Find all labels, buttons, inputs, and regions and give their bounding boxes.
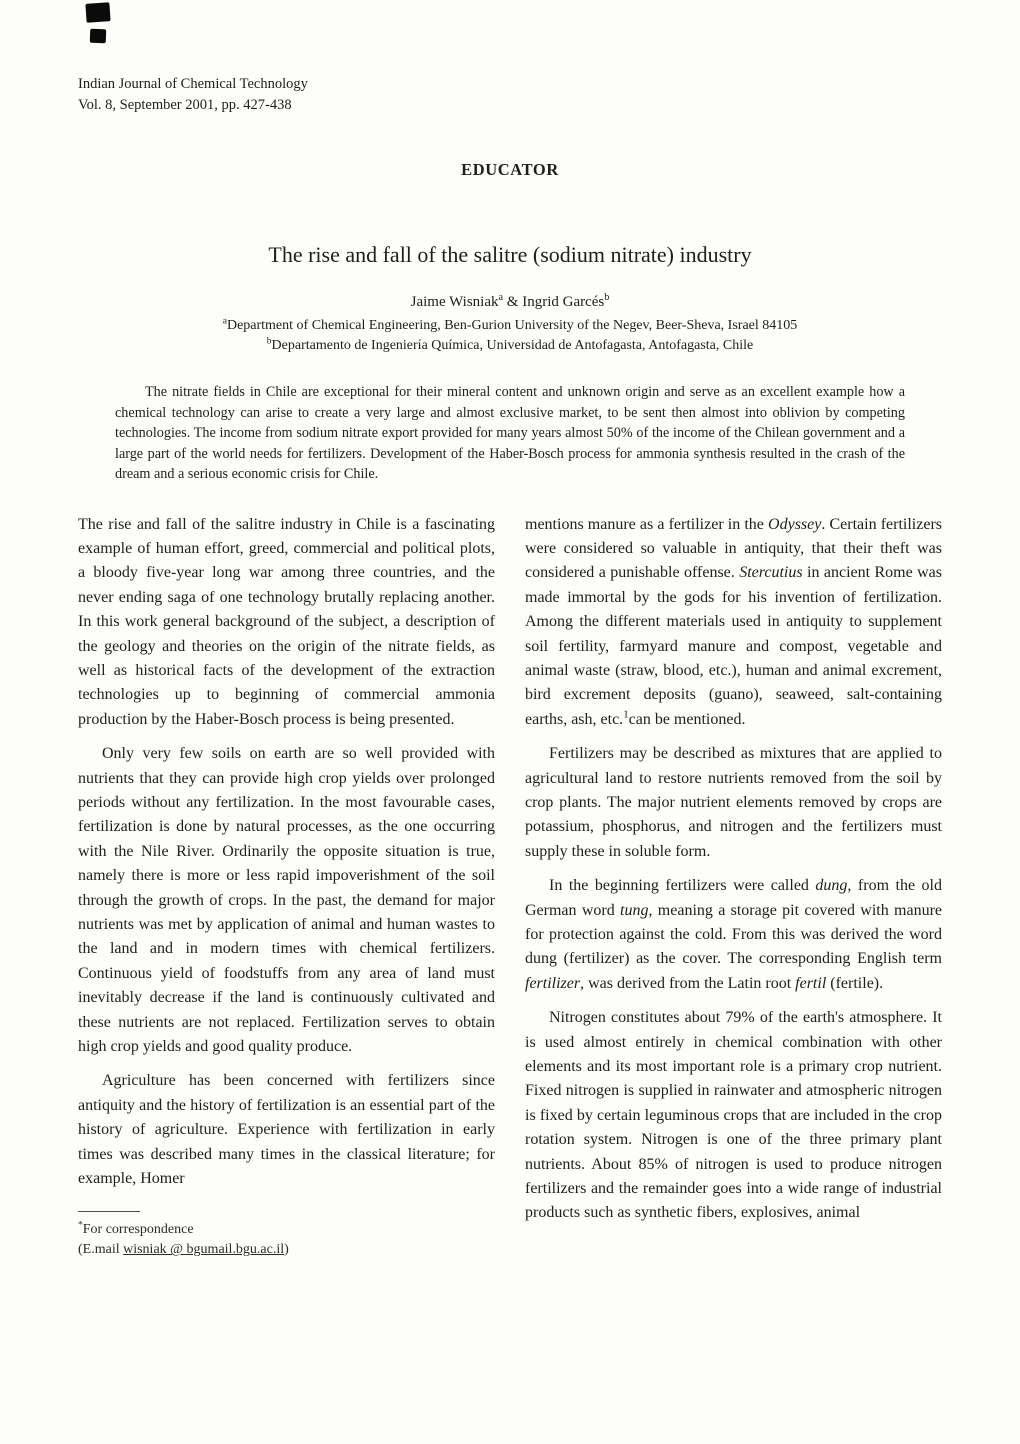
abstract-text: The nitrate fields in Chile are exceptional for their mineral content and unknown origin and serve as an excellent example how a chemical technology can arise to create a very large and almost exclusive market, to be sent then almost into oblivion by competing technologies. The income from sodium nitrate export provided for many years almost 50% of the income of the Chilean government and a large part of the world needs for fertilizers. Development of the Haber-Bosch process for ammonia synthesis resulted in the crash of the dream and a serious economic crisis for Chile. [115,384,905,482]
paragraph: mentions manure as a fertilizer in the Odyssey. Certain fertilizers were considered so valuable in antiquity, that their theft was considered a punishable offense. Stercutius in ancient Rome was made immortal by the gods for his invention of fertilization. Among the different materials used in antiquity to supplement soil fertility, farmyard manure and compost, vegetable and animal waste (straw, blood, etc.), human and animal excrement, bird excrement deposits (guano), seaweed, salt-containing earths, ash, etc.$^1$can be mentioned. [525,515,943,728]
affiliation-line: $^b$Departamento de Ingeniería Química, Universidad de Antofagasta, Antofagasta, Chile [266,336,754,353]
right-column [525,513,942,1261]
article-title: The rise and fall of the salitre (sodium nitrate) industry [268,242,752,267]
paragraph: Nitrogen constitutes about 79% of the earth's atmosphere. It is used almost entirely in chemical combination with other elements and its most important role is a primary crop nutrient. Fixed nitrogen is supplied in rainwater and atmospheric nitrogen is fixed by certain leguminous crops that are included in the crop rotation system. Nitrogen is one of the three primary plant nutrients. About 85% of nitrogen is used to produce nitrogen fertilizers and the remainder goes into a wide range of industrial products such as synthetic fibers, explosives, animal [525,1009,942,1222]
affiliation-line: $^a$Department of Chemical Engineering, Ben-Gurion University of the Negev, Beer-Sheva, Israel 84105 [222,316,798,333]
paragraph: The rise and fall of the salitre industry in Chile is a fascinating example of human effort, greed, commercial and political plots, a bloody five-year long war among three countries, and the never ending saga of one technology brutally replacing another. In this work general background of the subject, a description of the geology and theories on the origin of the nitrate fields, as well as historical facts of the development of the extraction technologies up to beginning of commercial ammonia production by the Haber-Bosch process is being presented. [78,515,495,728]
paragraph: Fertilizers may be described as mixtures that are applied to agricultural land to restore nutrients removed from the soil by crop plants. The major nutrient elements removed by crops are potassium, phosphorus, and nitrogen and the fertilizers must supply these in soluble form. [525,745,942,860]
affiliations [78,316,942,356]
left-column [78,513,495,1261]
footnote-rule [78,1211,140,1212]
journal-name: Indian Journal of Chemical Technology [78,76,308,92]
journal-header [78,74,942,116]
paragraph: In the beginning fertilizers were called dung, from the old German word tung, meaning a storage pit covered with manure for protection against the cold. From this was derived the word dung (fertilizer) as the cover. The corresponding English term fertilizer, was derived from the Latin root fertil (fertile). [525,877,943,992]
paragraph: Only very few soils on earth are so well provided with nutrients that they can provide high crop yields over prolonged periods without any fertilization. In the most favourable cases, fertilization is done by natural processes, as the one occurring with the Nile River. Ordinarily the opposite situation is true, namely there is more or less rapid impoverishment of the soil through the growth of crops. In the past, the demand for major nutrients was met by application of animal and human wastes to the land and in modern times with chemical fertilizers. Continuous yield of foodstuffs from any area of land must inevitably decrease if the land is continuously cultivated and these nutrients are not replaced. Fertilization serves to obtain high crop yields and good quality produce. [78,745,495,1056]
footnote-email: (E.mail wisniak @ bgumail.bgu.ac.il) [78,1242,289,1258]
footnote-correspondence: *For correspondence [78,1220,194,1238]
journal-issue: Vol. 8, September 2001, pp. 427-438 [78,97,292,113]
section-label: EDUCATOR [461,160,559,179]
paragraph: Agriculture has been concerned with fertilizers since antiquity and the history of fertilization is an essential part of the history of agriculture. Experience with fertilization in early times was described many times in the classical literature; for example, Homer [78,1072,495,1188]
authors-line: Jaime Wisniak$^a$ & Ingrid Garcés$^b$ [410,292,610,310]
scan-artifact [85,2,110,23]
scan-artifact [90,29,106,44]
footnote [78,1211,495,1260]
body-columns [78,513,942,1261]
